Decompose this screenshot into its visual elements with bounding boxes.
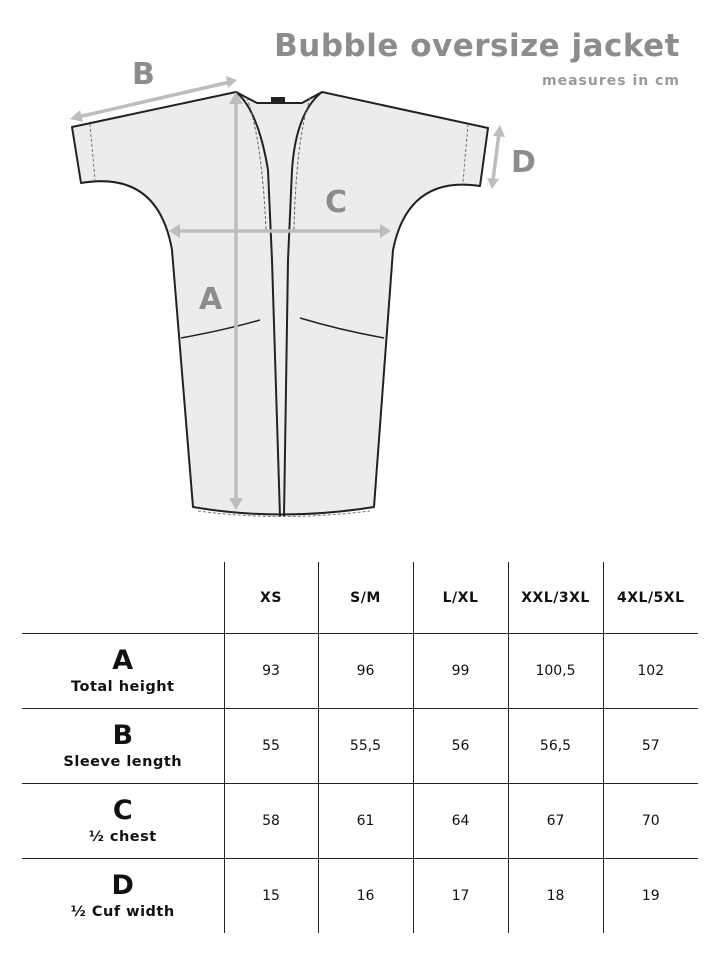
size-header-4xl5xl: 4XL/5XL xyxy=(603,562,698,634)
dim-label-a: A xyxy=(199,282,223,317)
table-cell: 64 xyxy=(413,784,508,859)
table-row xyxy=(22,784,698,859)
page-subtitle: measures in cm xyxy=(542,73,680,89)
dim-label-d: D xyxy=(511,145,536,180)
row-letter: B xyxy=(112,720,134,751)
page-title: Bubble oversize jacket xyxy=(274,28,680,64)
size-table xyxy=(22,562,698,933)
size-header-lxl: L/XL xyxy=(413,562,508,634)
table-cell: 55 xyxy=(224,709,318,784)
row-name: ½ chest xyxy=(88,829,157,845)
table-row xyxy=(22,634,698,709)
table-cell: 61 xyxy=(318,784,413,859)
table-cell: 56 xyxy=(413,709,508,784)
row-letter: D xyxy=(111,870,134,901)
table-row xyxy=(22,709,698,784)
neck-tag xyxy=(271,97,285,102)
table-cell: 57 xyxy=(603,709,698,784)
row-label xyxy=(22,784,224,859)
size-header-sm: S/M xyxy=(318,562,413,634)
row-name: Sleeve length xyxy=(63,754,183,770)
row-name: ½ Cuf width xyxy=(70,904,175,920)
row-letter: C xyxy=(112,795,133,826)
dim-label-c: C xyxy=(325,185,348,220)
table-cell: 18 xyxy=(508,859,603,934)
table-cell: 19 xyxy=(603,859,698,934)
table-cell: 15 xyxy=(224,859,318,934)
table-cell: 96 xyxy=(318,634,413,709)
size-header-row xyxy=(22,562,698,634)
row-name: Total height xyxy=(71,679,175,695)
size-header-xs: XS xyxy=(224,562,318,634)
table-cell: 55,5 xyxy=(318,709,413,784)
table-cell: 99 xyxy=(413,634,508,709)
jacket-body xyxy=(72,92,488,515)
row-letter: A xyxy=(112,645,134,676)
table-cell: 56,5 xyxy=(508,709,603,784)
table-corner-cell xyxy=(22,562,224,634)
table-cell: 102 xyxy=(603,634,698,709)
table-cell: 70 xyxy=(603,784,698,859)
dim-label-b: B xyxy=(132,57,155,92)
table-cell: 58 xyxy=(224,784,318,859)
table-row xyxy=(22,859,698,934)
row-label xyxy=(22,634,224,709)
row-label xyxy=(22,859,224,934)
size-header-xxl3xl: XXL/3XL xyxy=(508,562,603,634)
table-cell: 67 xyxy=(508,784,603,859)
row-label xyxy=(22,709,224,784)
arrow-d xyxy=(487,125,505,189)
table-cell: 100,5 xyxy=(508,634,603,709)
table-cell: 16 xyxy=(318,859,413,934)
table-cell: 17 xyxy=(413,859,508,934)
table-cell: 93 xyxy=(224,634,318,709)
